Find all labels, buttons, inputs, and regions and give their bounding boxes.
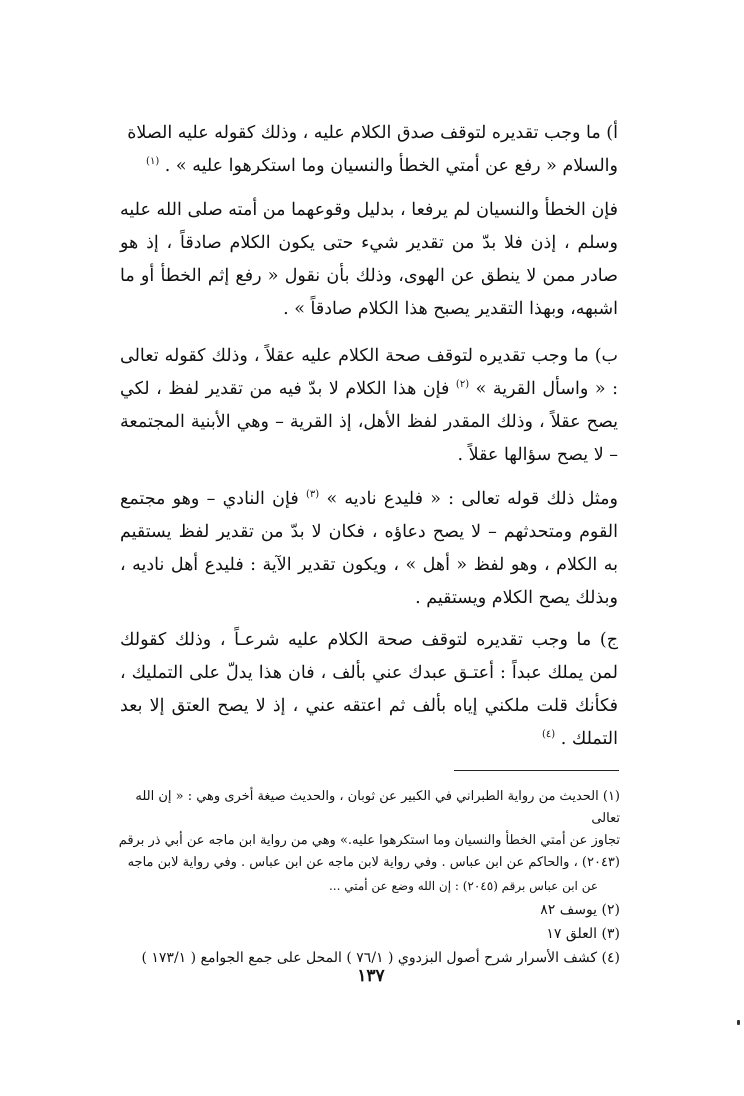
paragraph-a-line-2-text: والسلام « رفع عن أمتي الخطأ والنسيان وما استكرهوا عليه » . (164, 156, 618, 176)
footnote-1-line-2: تجاوز عن أمتي الخطأ والنسيان وما استكرهوا عليه.» وهي من رواية ابن ماجه عن أبي ذر برقم (118, 833, 620, 848)
footnote-3: (٣) العلق ١٧ (546, 926, 620, 942)
footnote-4: (٤) كشف الأسرار شرح أصول البزدوي ( ٧٦/١ ) المحل على جمع الجوامع ( ١٧٣/١ ) (141, 950, 620, 966)
paragraph-b (120, 340, 618, 472)
footnote-1-line-1: (١) الحديث من رواية الطبراني في الكبير عن ثوبان ، والحديث صيغة أخرى وهي : « إن الله تعالى (135, 789, 620, 826)
footnote-divider (454, 770, 619, 771)
footnote-1-line-3: (٢٠٤٣) ، والحاكم عن ابن عباس . وفي رواية لابن ماجه عن ابن عباس . وفي رواية لابن ماجه (127, 855, 620, 870)
footnotes (118, 786, 620, 970)
paragraph-error-forgetfulness: فإن الخطأ والنسيان لم يرفعا ، بدليل وقوعهما من أمته صلى الله عليه وسلم ، إذن فلا بدّ من تقدير شيء حتى يكون الكلام صادقاً ، إذ هو صادر ممن لا ينطق عن الهوى، وذلك بأن نقول « رفع إثم الخطأ أو ما اشبهه، وبهذا التقدير يصبح هذا الكلام صادقاً » . (120, 200, 618, 319)
paragraph-c (120, 624, 618, 756)
paragraph-c-text: ج) ما وجب تقديره لتوقف صحة الكلام عليه شرعـاً ، وذلك كقولك لمن يملك عبداً : أعتـق عبدك عني بألف ، فان هذا يدلّ على التمليك ، فكأنك قلت ملكني إياه بألف ثم اعتقه عني ، إذ لا يصح العتق إلا بعد التملك . (120, 630, 618, 749)
paragraph-b-text-after: فإن هذا الكلام لا بدّ فيه من تقدير لفظ ، لكي يصح عقلاً ، وذلك المقدر لفظ الأهل، إذ القرية – وهي الأبنية المجتمعة – لا يصح سؤالها عقلاً . (120, 379, 618, 465)
footnote-2: (٢) يوسف ٨٢ (540, 902, 620, 918)
scan-edge-mark (737, 1020, 740, 1025)
paragraph-b-text-before: ب) ما وجب تقديره لتوقف صحة الكلام عليه عقلاً ، وذلك كقوله تعالى : « واسأل القرية » (120, 346, 618, 399)
footnote-ref-1: (١) (146, 156, 160, 168)
paragraph-a (120, 117, 618, 183)
footnote-ref-4: (٤) (541, 729, 556, 741)
paragraph-similar-text-after: فإن النادي – وهو مجتمع القوم ومتحدثهم – لا يصح دعاؤه ، فكان لا بدّ من تقدير لفظ يستقيم به الكلام ، وهو لفظ « أهل » ، ويكون تقدير الآية : فليدع أهل ناديه ، وبذلك يصح الكلام ويستقيم . (120, 489, 618, 608)
paragraph-similar-example (120, 483, 618, 615)
footnote-ref-3: (٣) (305, 489, 320, 501)
footnote-ref-2: (٢) (455, 379, 470, 391)
paragraph-similar-text-before: ومثل ذلك قوله تعالى : « فليدع ناديه » (326, 489, 618, 509)
paragraph-a-line-1: أ) ما وجب تقديره لتوقف صدق الكلام عليه ، وذلك كقوله عليه الصلاة (127, 123, 618, 143)
footnote-1-line-4: عن ابن عباس برقم (٢٠٤٥) : إن الله وضع عن أمتي ... (328, 879, 598, 893)
page-number: ١٣٧ (357, 966, 385, 986)
paragraph-a-line-2 (120, 150, 618, 183)
